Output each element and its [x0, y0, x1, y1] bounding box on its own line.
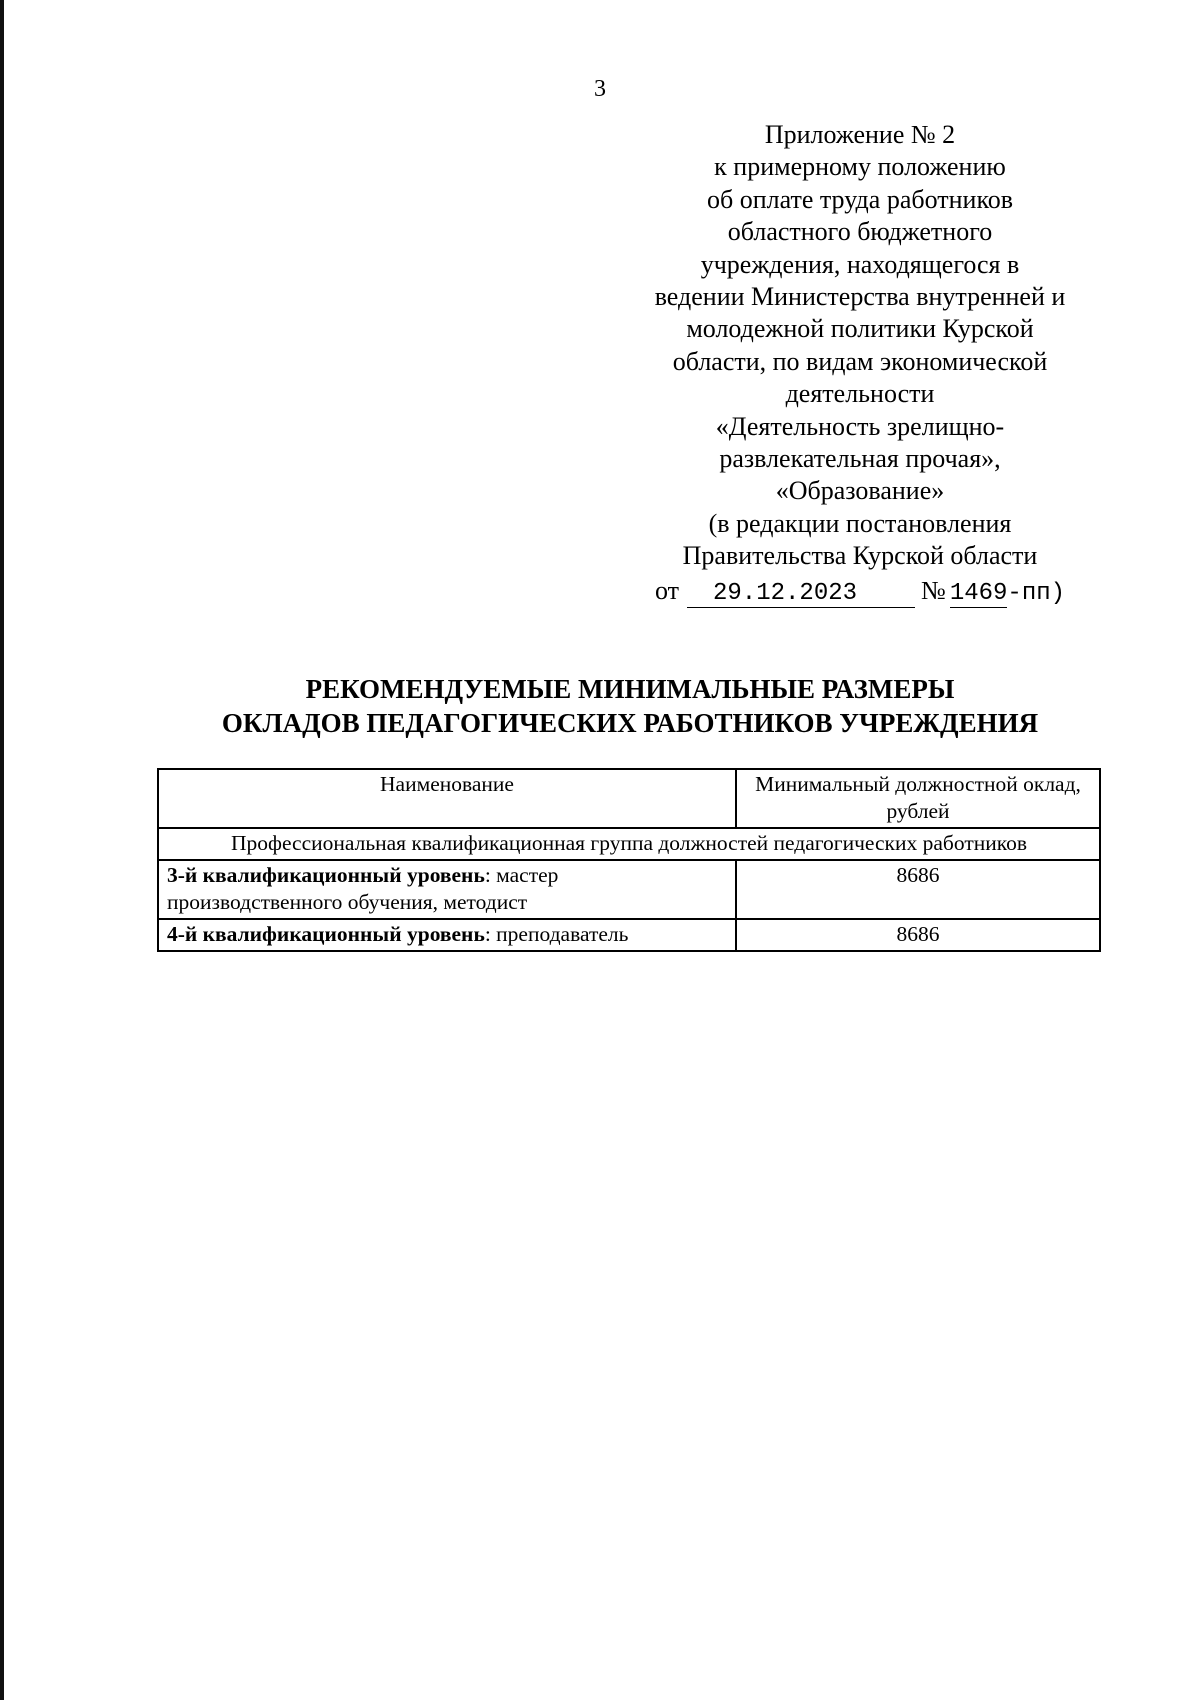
salary-table — [157, 768, 1101, 952]
document-title-line: ОКЛАДОВ ПЕДАГОГИЧЕСКИХ РАБОТНИКОВ УЧРЕЖДЕНИЯ — [221, 708, 1039, 738]
annex-line: об оплате труда работников — [706, 184, 1014, 214]
table-row — [158, 860, 1100, 919]
salary-value: 8686 — [736, 860, 1100, 919]
document-title-line: РЕКОМЕНДУЕМЫЕ МИНИМАЛЬНЫЕ РАЗМЕРЫ — [305, 674, 955, 704]
level-positions: : мастер производственного обучения, методист — [167, 863, 559, 914]
annex-line: деятельности — [785, 379, 935, 409]
annex-line: молодежной политики Курской — [686, 314, 1034, 344]
table-header-row — [158, 769, 1100, 828]
level-positions: : преподаватель — [484, 922, 629, 946]
annex-line: развлекательная прочая», — [719, 444, 1001, 474]
annex-line: «Образование» — [775, 476, 945, 506]
resolution-reference — [630, 575, 1090, 610]
salary-value: 8686 — [736, 919, 1100, 951]
annex-line: области, по видам экономической — [672, 346, 1048, 376]
annex-line: областного бюджетного — [727, 217, 993, 247]
document-title — [150, 672, 1110, 740]
resolution-number: 1469 — [949, 579, 1008, 607]
level-title: 3-й квалификационный уровень — [167, 863, 485, 887]
level-cell — [158, 860, 736, 919]
resolution-number-suffix: -пп) — [1007, 579, 1066, 607]
annex-line: к примерному положению — [714, 152, 1006, 182]
table-row — [158, 919, 1100, 951]
level-cell — [158, 919, 736, 951]
level-title: 4-й квалификационный уровень — [167, 922, 485, 946]
annex-line: учреждения, находящегося в — [700, 249, 1020, 279]
annex-line: ведении Министерства внутренней и — [654, 282, 1066, 312]
resolution-from-label: от — [654, 575, 679, 605]
header-salary: Минимальный должностной оклад, рублей — [736, 769, 1100, 828]
page-number: 3 — [594, 76, 606, 102]
annex-line: Приложение № 2 — [764, 120, 956, 149]
annex-line: (в редакции постановления — [708, 508, 1012, 538]
annex-line: «Деятельность зрелищно- — [715, 411, 1005, 441]
resolution-date: 29.12.2023 — [687, 581, 915, 608]
resolution-number-label: № — [921, 575, 946, 605]
qualification-group: Профессиональная квалификационная группа должностей педагогических работников — [158, 828, 1100, 860]
annex-line: Правительства Курской области — [682, 541, 1038, 571]
header-name: Наименование — [158, 769, 736, 828]
annex-block — [630, 119, 1090, 610]
scan-border — [0, 0, 4, 1700]
table-group-row — [158, 828, 1100, 860]
